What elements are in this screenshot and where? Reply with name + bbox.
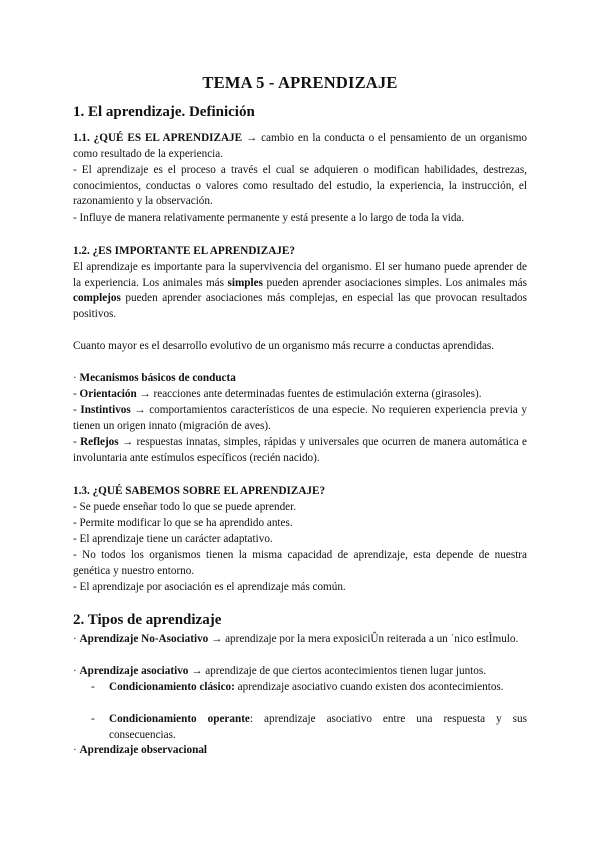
operant-dash: -	[91, 713, 95, 725]
mechanisms-heading	[73, 371, 527, 387]
instinctive-label: Instintivos	[80, 404, 131, 416]
mechanisms-bullet: ·	[73, 372, 80, 384]
classical-text: aprendizaje asociativo cuando existen dos acontecimientos.	[234, 681, 504, 693]
associative-item	[73, 664, 527, 680]
non-associative-text: → aprendizaje por la mera exposiciÛn reiterada a un ˙nico estÌmulo.	[208, 633, 519, 645]
observational-bullet: ·	[73, 744, 80, 756]
q2-bold-complejos: complejos	[73, 292, 121, 305]
q1-paragraph-2: - El aprendizaje es el proceso a través el cual se adquieren o modifican habilidades, destrezas, conocimientos, conductas o valores como resultado del estudio, la experiencia, la instrucción, el razonamiento y la observación.	[73, 164, 527, 208]
reflexes-dash: -	[73, 436, 81, 448]
orientation-dash: -	[73, 388, 80, 400]
q3-item: - El aprendizaje por asociación es el aprendizaje más común.	[73, 581, 346, 593]
q2-text-3: pueden aprender asociaciones más complejas, en especial las que provocan resultados positivos.	[73, 292, 527, 320]
q3-heading: 1.3. ¿QUÉ SABEMOS SOBRE EL APRENDIZAJE?	[73, 485, 326, 497]
q3-item: - No todos los organismos tienen la misma capacidad de aprendizaje, esta depende de nuestra genética y nuestro entorno.	[73, 549, 527, 577]
reflexes-text: → respuestas innatas, simples, rápidas y universales que ocurren de manera automática e involuntaria ante estímulos específicos (recién nacido).	[73, 436, 527, 464]
orientation-item	[73, 387, 527, 403]
q1-label: 1.1. ¿QUÉ ES EL APRENDIZAJE	[73, 132, 243, 144]
q1-text: → cambio en la conducta o el pensamiento de un organismo como resultado de la experiencia.	[73, 132, 527, 160]
observational-item	[73, 743, 527, 759]
classical-dash: -	[91, 681, 95, 693]
section-2-heading: 2. Tipos de aprendizaje	[73, 612, 222, 628]
classical-conditioning-item	[109, 680, 527, 696]
instinctive-item	[73, 403, 527, 434]
orientation-label: Orientación	[79, 388, 137, 400]
observational-label: Aprendizaje observacional	[79, 744, 208, 756]
instinctive-dash: -	[73, 404, 81, 416]
classical-label: Condicionamiento clásico:	[109, 681, 235, 693]
q1-paragraph-3: - Influye de manera relativamente permanente y está presente a lo largo de toda la vida.	[73, 212, 465, 224]
operant-label: Condicionamiento operante	[109, 713, 250, 725]
q3-item: - El aprendizaje tiene un carácter adaptativo.	[73, 533, 273, 545]
q2-paragraph-2: Cuanto mayor es el desarrollo evolutivo de un organismo más recurre a conductas aprendidas.	[73, 340, 495, 352]
reflexes-item	[73, 435, 527, 466]
q1-paragraph	[73, 131, 527, 162]
non-associative-bullet: ·	[73, 633, 80, 645]
q3-item: - Permite modificar lo que se ha aprendido antes.	[73, 517, 293, 529]
page-title: TEMA 5 - APRENDIZAJE	[202, 73, 398, 92]
associative-text: → aprendizaje de que ciertos acontecimientos tienen lugar juntos.	[188, 665, 487, 677]
q2-heading: 1.2. ¿ES IMPORTANTE EL APRENDIZAJE?	[73, 245, 295, 257]
q2-text-2: pueden aprender asociaciones simples. Los animales más	[262, 276, 527, 289]
q3-item: - Se puede enseñar todo lo que se puede aprender.	[73, 501, 297, 513]
operant-text: : aprendizaje asociativo entre una respuesta y sus consecuencias.	[109, 713, 527, 741]
orientation-text: → reacciones ante determinadas fuentes de estimulación externa (girasoles).	[136, 388, 482, 400]
q2-paragraph	[73, 260, 527, 322]
operant-conditioning-item	[109, 712, 527, 743]
reflexes-label: Reflejos	[80, 436, 119, 448]
associative-bullet: ·	[73, 665, 80, 677]
non-associative-item	[73, 632, 527, 648]
instinctive-text: → comportamientos característicos de una especie. No requieren experiencia previa y tienen un origen innato (migración de aves).	[73, 404, 527, 432]
section-1-heading: 1. El aprendizaje. Definición	[73, 104, 255, 120]
q2-bold-simples: simples	[227, 276, 263, 289]
associative-label: Aprendizaje asociativo	[79, 665, 189, 677]
mechanisms-label: Mecanismos básicos de conducta	[79, 372, 236, 384]
q2-text-1: El aprendizaje es importante para la supervivencia del organismo. El ser humano puede aprender de la experiencia. Los animales más	[73, 261, 527, 289]
non-associative-label: Aprendizaje No-Asociativo	[79, 633, 209, 645]
